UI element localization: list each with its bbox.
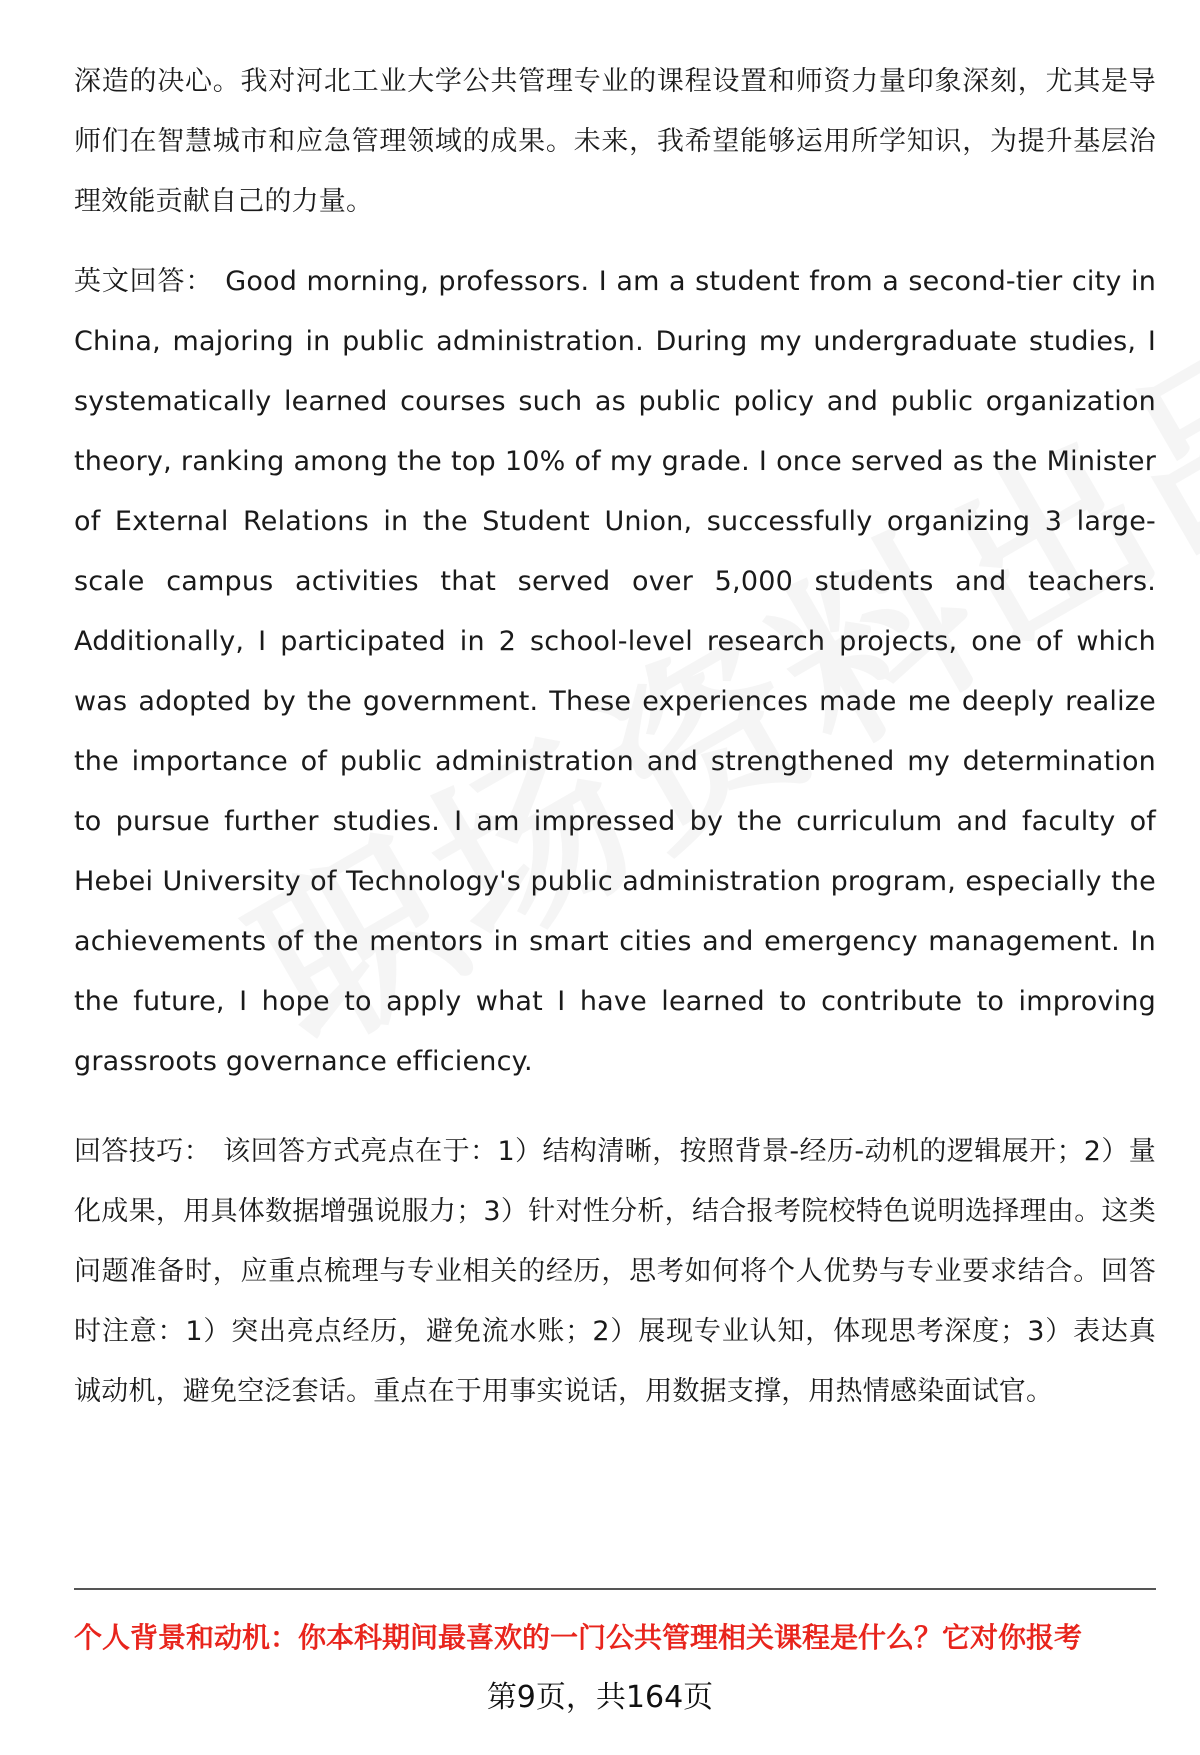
paragraph-motivation-continued: 深造的决心。我对河北工业大学公共管理专业的课程设置和师资力量印象深刻，尤其是导师们在智慧城市和应急管理领域的成果。未来，我希望能够运用所学知识，为提升基层治理效能贡献自己的力量。 [74, 66, 1156, 217]
next-question-heading: 个人背景和动机：你本科期间最喜欢的一门公共管理相关课程是什么？它对你报考 [74, 1621, 1083, 1654]
english-answer-paragraph [74, 252, 1156, 1092]
page-number: 第9页，共164页 [486, 1680, 714, 1715]
answer-tips-label: 回答技巧： [74, 1136, 212, 1167]
section-divider [74, 1588, 1156, 1590]
english-answer-label: 英文回答： [74, 266, 214, 297]
answer-tips-paragraph [74, 1122, 1156, 1422]
document-body [74, 52, 1156, 1422]
answer-tips-text: 该回答方式亮点在于：1）结构清晰，按照背景-经历-动机的逻辑展开；2）量化成果，用具体数据增强说服力；3）针对性分析，结合报考院校特色说明选择理由。这类问题准备时，应重点梳理与专业相关的经历，思考如何将个人优势与专业要求结合。回答时注意：1）突出亮点经历，避免流水账；2）展现专业认知，体现思考深度；3）表达真诚动机，避免空泛套话。重点在于用事实说话，用数据支撑，用热情感染面试官。 [74, 1136, 1157, 1407]
english-answer-text: Good morning, professors. I am a student from a second-tier city in China, majoring in public administration. During my undergraduate studies, I systematically learned courses such as public policy and public organization theory, ranking among the top 10% of my grade. I once served as the Minister of External Relations in the Student Union, successfully organizing 3 large-scale campus activities that served over 5,000 students and teachers. Additionally, I participated in 2 school-level research projects, one of which was adopted by the government. These experiences made me deeply realize the importance of public administration and strengthened my determination to pursue further studies. I am impressed by the curriculum and faculty of Hebei University of Technology's public administration program, especially the achievements of the mentors in smart cities and emergency management. In the future, I hope to apply what I have learned to contribute to improving grassroots governance efficiency. [74, 266, 1157, 1077]
